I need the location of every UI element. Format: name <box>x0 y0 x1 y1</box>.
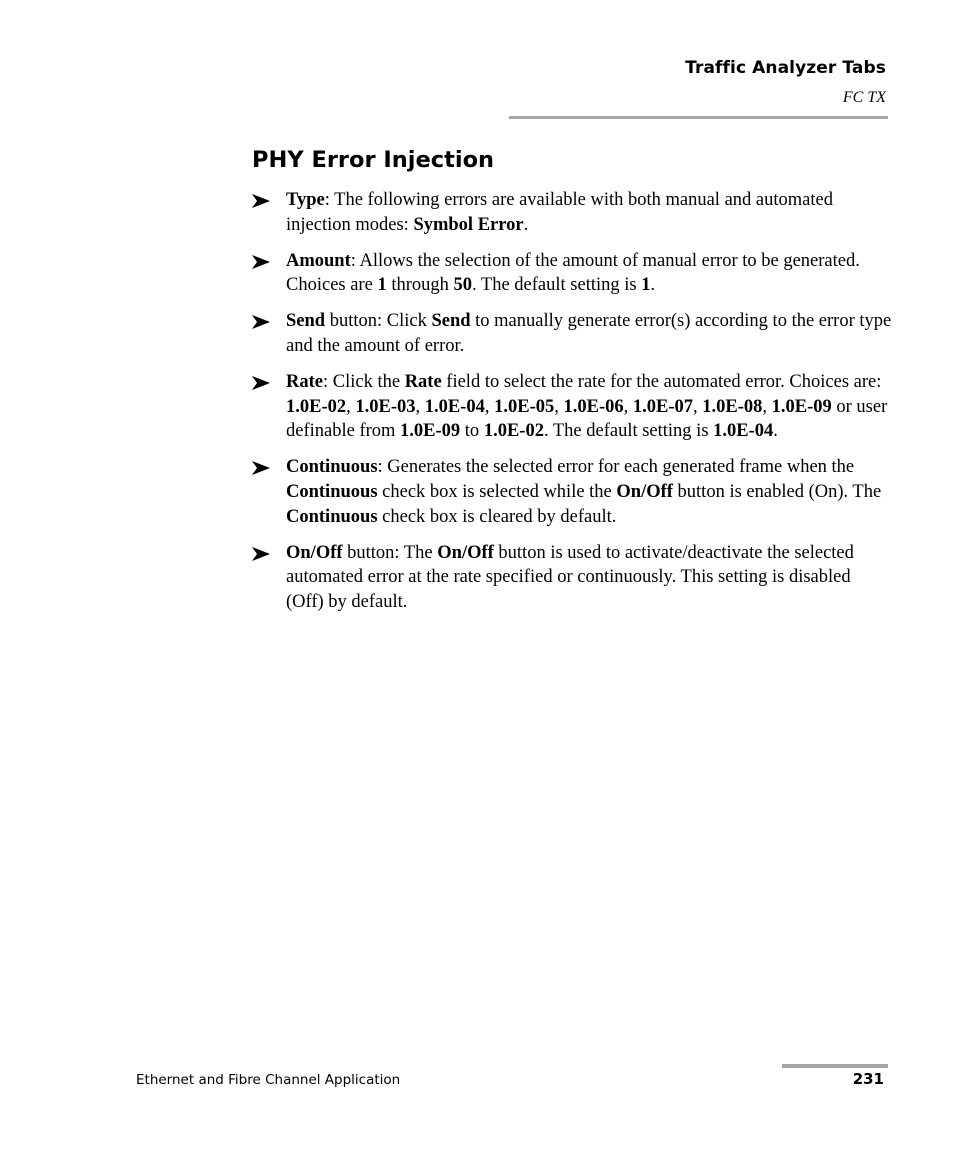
text-run: . The default setting is <box>472 275 642 296</box>
text-run: . <box>523 214 529 235</box>
text-run: : Generates the selected error for each generated frame when the <box>377 457 855 478</box>
bold-term: 1.0E-02 <box>286 396 347 417</box>
bullet-item <box>252 541 892 615</box>
bold-term: 1 <box>377 275 387 296</box>
bold-term: Type <box>286 190 325 210</box>
text-run: button: The <box>342 542 438 563</box>
text-run: , <box>554 396 564 417</box>
bold-term: On/Off <box>437 542 494 563</box>
bold-term: 1.0E-03 <box>355 396 416 417</box>
text-run: to manually generate error(s) according to the error type and the amount of error. <box>286 311 892 356</box>
bold-term: 1.0E-09 <box>400 421 461 442</box>
text-run: : Allows the selection of the amount of manual error to be generated. Choices are <box>286 250 860 296</box>
text-run: button is enabled (On). The <box>672 481 882 502</box>
arrow-bullet-icon <box>252 255 270 269</box>
text-run: : Click the <box>322 371 405 392</box>
text-run: . The default setting is <box>543 421 714 442</box>
bold-term: On/Off <box>616 481 673 502</box>
bullet-item <box>252 370 892 444</box>
text-run: check box is cleared by default. <box>377 506 617 527</box>
text-run: , <box>484 396 495 417</box>
bold-term: 1.0E-09 <box>771 396 832 417</box>
arrow-bullet-icon <box>252 461 270 475</box>
bullet-list <box>252 188 892 626</box>
bold-term: 1.0E-02 <box>483 421 544 442</box>
arrow-bullet-icon <box>252 315 270 329</box>
text-run: , <box>623 396 633 417</box>
bullet-text <box>286 372 887 442</box>
bold-term: Send <box>286 311 326 332</box>
text-run: button is used to activate/deactivate the selected automated error at the rate specified or continuously. This setting is disabled (Off) by default. <box>286 542 854 613</box>
text-run: through <box>386 275 454 296</box>
text-run: or user definable from <box>286 396 888 442</box>
text-run: check box is selected while the <box>377 481 617 502</box>
bullet-item <box>252 455 892 529</box>
text-run: field to select the rate for the automated error. Choices are: <box>441 371 882 392</box>
bold-term: 1.0E-06 <box>563 396 624 417</box>
text-run: . <box>773 421 778 442</box>
bullet-text <box>286 457 881 527</box>
bold-term: 1 <box>641 275 651 296</box>
bold-term: Rate <box>286 371 323 392</box>
bold-term: Continuous <box>286 506 378 527</box>
bullet-item <box>252 309 892 359</box>
bold-term: Symbol Error <box>413 214 524 235</box>
header-divider <box>509 116 888 119</box>
bullet-text <box>286 190 833 235</box>
text-run: , <box>693 396 703 417</box>
page-number: 231 <box>852 1070 884 1088</box>
bold-term: Continuous <box>286 481 378 502</box>
text-run: : The following errors are available with both manual and automated injection modes: <box>286 190 833 235</box>
text-run: button: Click <box>325 311 432 332</box>
bold-term: Continuous <box>286 457 378 478</box>
text-run: , <box>415 396 425 417</box>
bold-term: 1.0E-05 <box>494 396 555 417</box>
footer-document-title: Ethernet and Fibre Channel Application <box>136 1072 401 1088</box>
text-run: , <box>346 396 356 417</box>
text-run: to <box>460 421 484 442</box>
running-header-title: Traffic Analyzer Tabs <box>685 58 886 78</box>
bullet-text <box>286 543 854 613</box>
running-header-subtitle: FC TX <box>842 89 886 106</box>
bullet-item <box>252 188 892 238</box>
bold-term: On/Off <box>286 542 343 563</box>
bullet-item <box>252 249 892 299</box>
bold-term: 1.0E-04 <box>713 421 774 442</box>
arrow-bullet-icon <box>252 547 270 561</box>
text-run: , <box>762 396 772 417</box>
bold-term: Rate <box>404 371 442 392</box>
bold-term: Send <box>431 311 471 332</box>
bold-term: 1.0E-07 <box>632 396 693 417</box>
text-run: . <box>650 275 656 296</box>
bullet-text <box>286 311 891 356</box>
section-title: PHY Error Injection <box>252 147 495 173</box>
bold-term: 1.0E-08 <box>702 396 763 417</box>
arrow-bullet-icon <box>252 194 270 208</box>
bullet-text <box>286 251 860 296</box>
arrow-bullet-icon <box>252 376 270 390</box>
bold-term: Amount <box>286 250 351 271</box>
bold-term: 1.0E-04 <box>424 396 485 417</box>
bold-term: 50 <box>453 275 472 296</box>
